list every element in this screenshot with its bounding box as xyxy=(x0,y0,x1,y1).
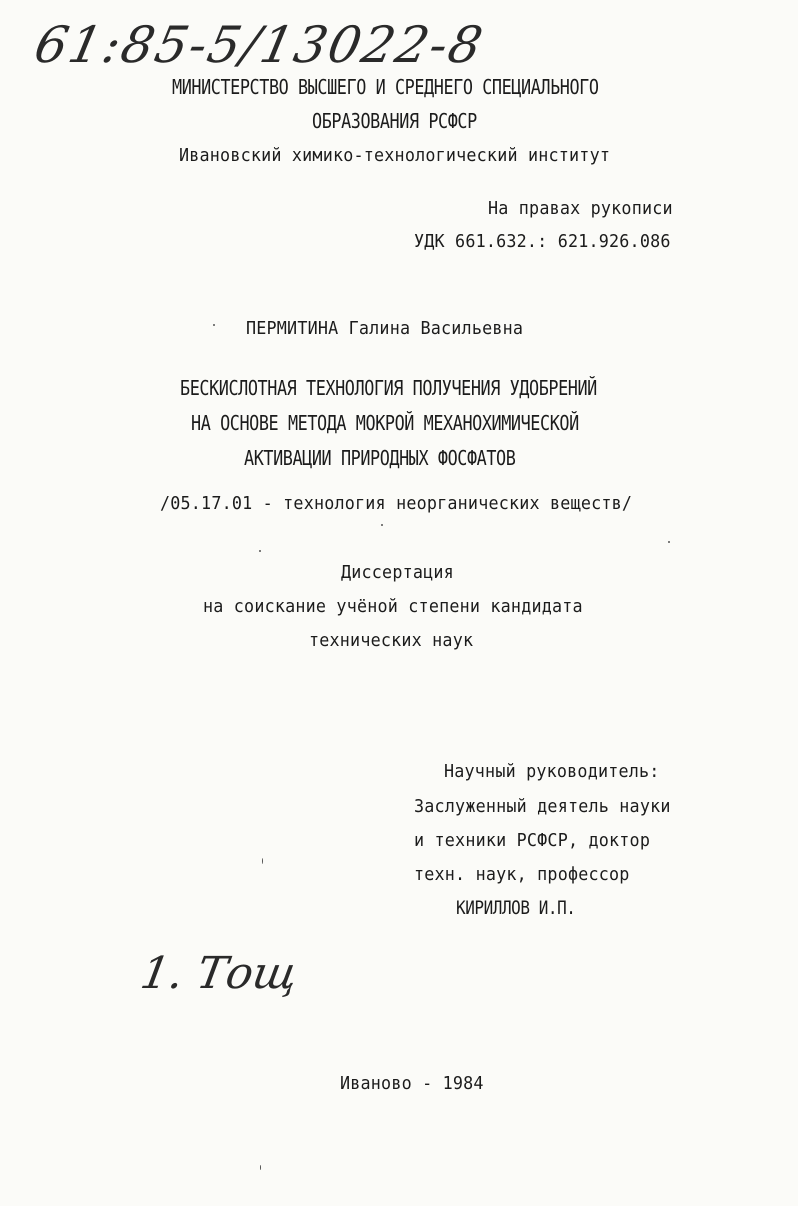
supervisor-title-line-1: Заслуженный деятель науки xyxy=(414,796,671,817)
institute-name: Ивановский химико-технологический институт xyxy=(179,145,611,166)
handwritten-volume-text: 1. Тощ xyxy=(136,948,302,999)
manuscript-rights: На правах рукописи xyxy=(488,198,673,219)
degree-line: на соискание учёной степени кандидата xyxy=(203,596,583,617)
title-line-1: БЕСКИСЛОТНАЯ ТЕХНОЛОГИЯ ПОЛУЧЕНИЯ УДОБРЕНИЙ xyxy=(180,376,597,400)
archive-number-handwritten xyxy=(29,6,490,76)
scan-speck xyxy=(668,541,670,543)
udc-code: УДК 661.632.: 621.926.086 xyxy=(414,231,671,252)
scan-speck xyxy=(381,524,383,526)
supervisor-title-line-3: техн. наук, профессор xyxy=(414,864,630,885)
supervisor-title-line-2: и техники РСФСР, доктор xyxy=(414,830,651,851)
author-name: ПЕРМИТИНА Галина Васильевна xyxy=(246,318,524,339)
ministry-line-1: МИНИСТЕРСТВО ВЫСШЕГО И СРЕДНЕГО СПЕЦИАЛЬНОГО xyxy=(172,75,599,99)
scan-speck xyxy=(259,550,261,552)
scan-speck xyxy=(213,324,215,326)
title-line-2: НА ОСНОВЕ МЕТОДА МОКРОЙ МЕХАНОХИМИЧЕСКОЙ xyxy=(191,411,579,435)
supervisor-name: КИРИЛЛОВ И.П. xyxy=(456,897,576,919)
archive-number-text: 61:85-5/13022-8 xyxy=(29,15,490,74)
scan-speck xyxy=(262,858,263,864)
supervisor-label: Научный руководитель: xyxy=(444,761,660,782)
scan-speck xyxy=(260,1165,261,1170)
title-line-3: АКТИВАЦИИ ПРИРОДНЫХ ФОСФАТОВ xyxy=(244,446,516,470)
ministry-line-2: ОБРАЗОВАНИЯ РСФСР xyxy=(312,109,477,133)
dissertation-label: Диссертация xyxy=(341,562,454,583)
place-and-year: Иваново - 1984 xyxy=(340,1073,484,1094)
field-line: технических наук xyxy=(309,630,474,651)
specialty-code: /05.17.01 - технология неорганических веществ/ xyxy=(160,493,633,514)
handwritten-volume-note xyxy=(135,930,302,1010)
